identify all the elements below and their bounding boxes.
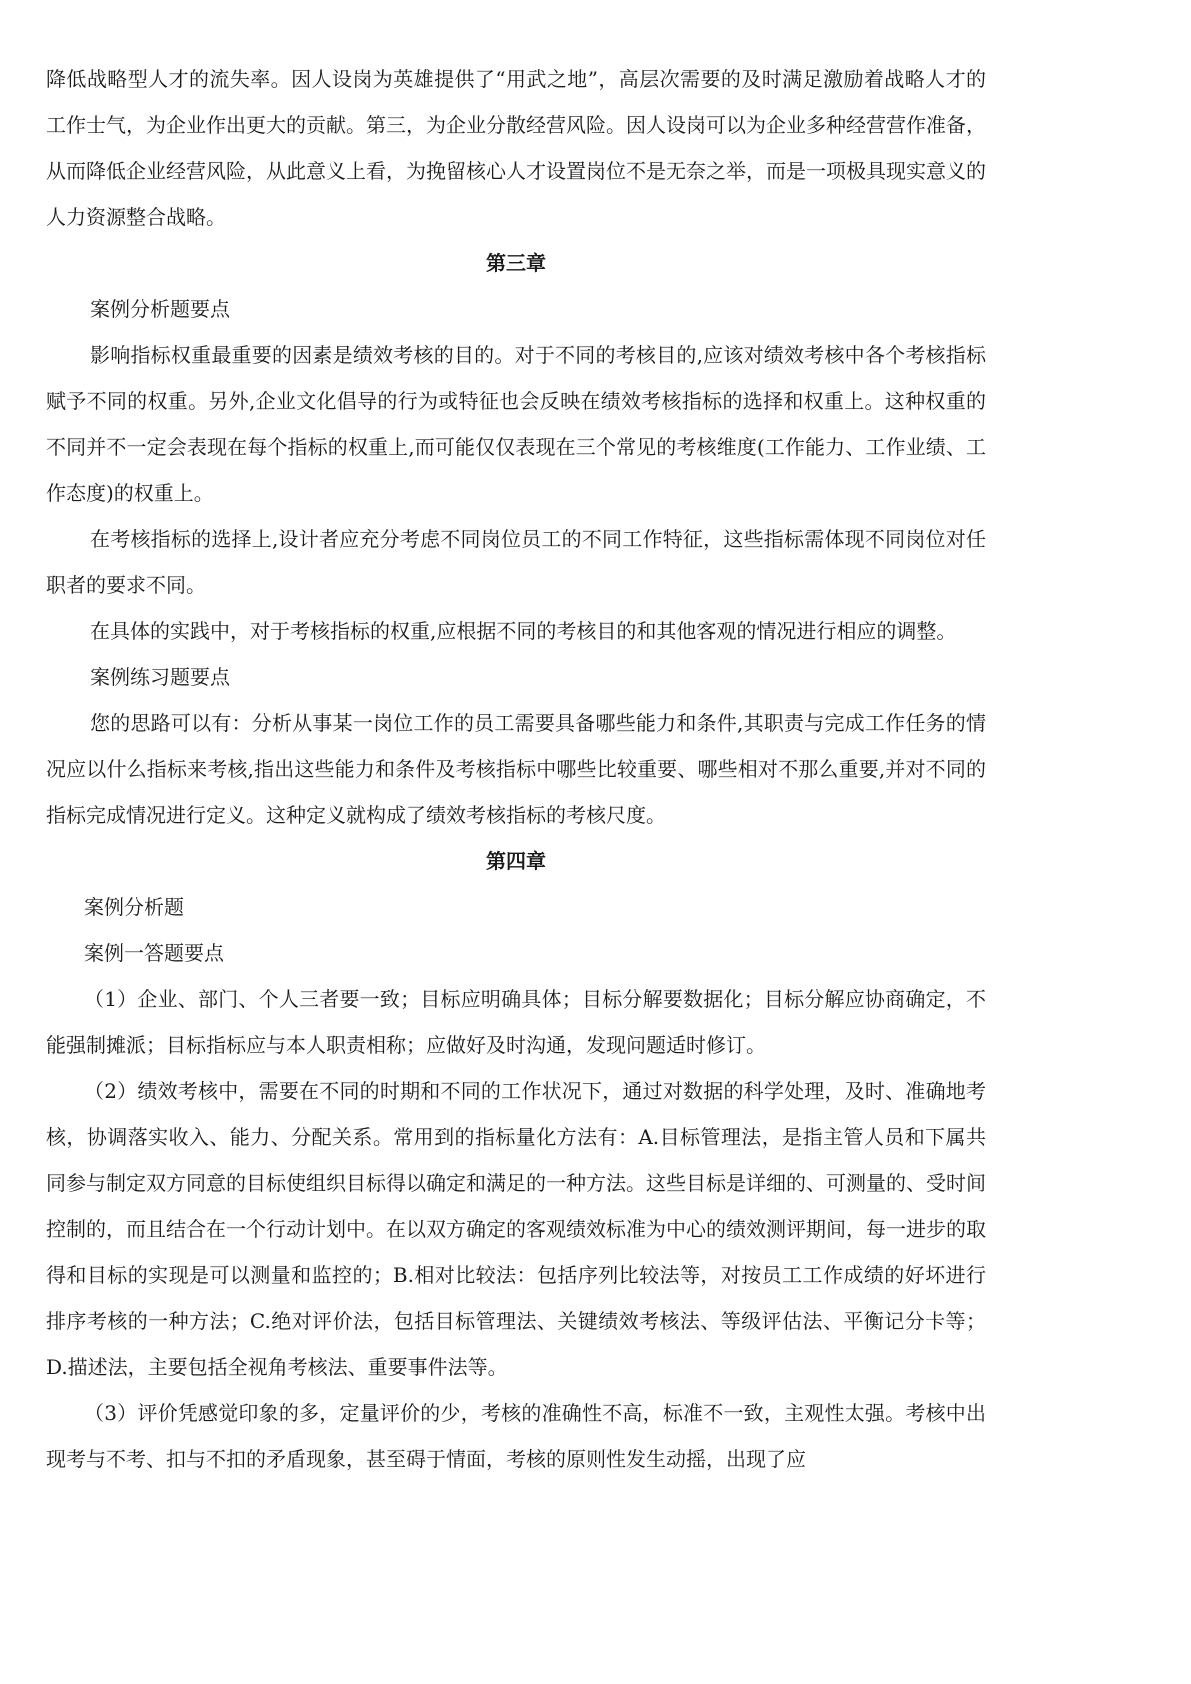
chapter-3-heading: 第三章 [486, 251, 546, 275]
paragraph-practice-adjustment: 在具体的实践中，对于考核指标的权重,应根据不同的考核目的和其他客观的情况进行相应的调整。 [90, 619, 957, 643]
paragraph-indicator-selection: 在考核指标的选择上,设计者应充分考虑不同岗位员工的不同工作特征，这些指标需体现不同岗位对任职者的要求不同。 [46, 527, 986, 597]
answer-item-1: （1）企业、部门、个人三者要一致；目标应明确具体；目标分解要数据化；目标分解应协商确定，不能强制摊派；目标指标应与本人职责相称；应做好及时沟通，发现问题适时修订。 [46, 987, 986, 1057]
answer-item-2: （2）绩效考核中，需要在不同的时期和不同的工作状况下，通过对数据的科学处理，及时、准确地考核，协调落实收入、能力、分配关系。常用到的指标量化方法有：A.目标管理法，是指主管人员和下属共同参与制定双方同意的目标使组织目标得以确定和满足的一种方法。这些目标是详细的、可测量的、受时间控制的，而且结合在一个行动计划中。在以双方确定的客观绩效标准为中心的绩效测评期间，每一进步的取得和目标的实现是可以测量和监控的；B.相对比较法：包括序列比较法等，对按员工工作成绩的好坏进行排序考核的一种方法；C.绝对评价法，包括目标管理法、关键绩效考核法、等级评估法、平衡记分卡等；D.描述法，主要包括全视角考核法、重要事件法等。 [46, 1079, 986, 1379]
paragraph-weight-factors: 影响指标权重最重要的因素是绩效考核的目的。对于不同的考核目的,应该对绩效考核中各个考核指标赋予不同的权重。另外,企业文化倡导的行为或特征也会反映在绩效考核指标的选择和权重上。这种权重的不同并不一定会表现在每个指标的权重上,而可能仅仅表现在三个常见的考核维度(工作能力、工作业绩、工作态度)的权重上。 [46, 343, 986, 505]
paragraph-continuation: 降低战略型人才的流失率。因人设岗为英雄提供了“用武之地”，高层次需要的及时满足激励着战略人才的工作士气，为企业作出更大的贡献。第三，为企业分散经营风险。因人设岗可以为企业多种经营营作准备，从而降低企业经营风险，从此意义上看，为挽留核心人才设置岗位不是无奈之举，而是一项极具现实意义的人力资源整合战略。 [46, 67, 986, 229]
answer-item-3: （3）评价凭感觉印象的多，定量评价的少，考核的准确性不高，标准不一致，主观性太强。考核中出现考与不考、扣与不扣的矛盾现象，甚至碍于情面，考核的原则性发生动摇，出现了应 [46, 1401, 986, 1471]
case-one-key-points-label: 案例一答题要点 [84, 941, 224, 965]
case-analysis-key-points-label: 案例分析题要点 [90, 297, 230, 321]
case-analysis-label: 案例分析题 [84, 895, 184, 919]
document-page [46, 56, 986, 1482]
paragraph-thinking-approach: 您的思路可以有：分析从事某一岗位工作的员工需要具备哪些能力和条件,其职责与完成工作任务的情况应以什么指标来考核,指出这些能力和条件及考核指标中哪些比较重要、哪些相对不那么重要,并对不同的指标完成情况进行定义。这种定义就构成了绩效考核指标的考核尺度。 [46, 711, 986, 827]
case-exercise-key-points-label: 案例练习题要点 [90, 665, 230, 689]
chapter-4-heading: 第四章 [486, 849, 546, 873]
